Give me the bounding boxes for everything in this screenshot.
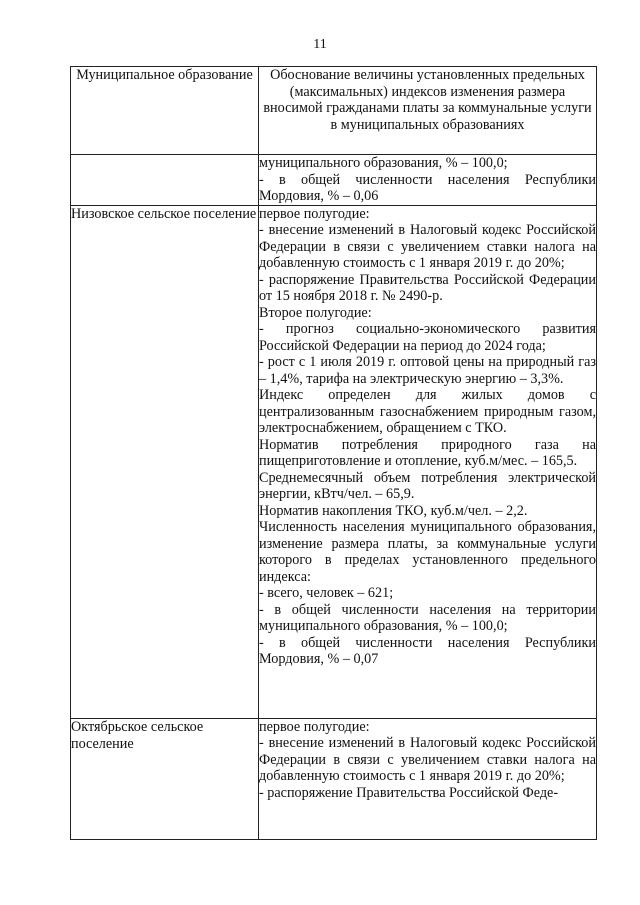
justification-line: - всего, человек – 621; bbox=[259, 585, 394, 601]
justification-cell bbox=[259, 718, 597, 839]
municipality-cell bbox=[71, 155, 259, 206]
justification-line: Норматив накопления ТКО, куб.м/чел. – 2,2. bbox=[259, 502, 528, 519]
municipality-cell: Октябрьское сельское поселение bbox=[71, 718, 259, 839]
justification-cell bbox=[259, 155, 597, 206]
justification-line: Норматив потребления природного газа на пищеприготовление и отопление, куб.м/мес. – 165,5. bbox=[259, 436, 596, 469]
header-justification: Обоснование величины установленных предельных (максимальных) индексов изменения размера вносимой гражданами платы за коммунальные услуги в муниципальных образованиях bbox=[259, 67, 597, 155]
justification-line: первое полугодие: bbox=[259, 205, 370, 222]
index-justification-table bbox=[70, 66, 597, 840]
municipality-cell: Низовское сельское поселение bbox=[71, 205, 259, 718]
page-number: 11 bbox=[313, 37, 327, 52]
justification-line: - в общей численности населения на территории муниципального образования, % – 100,0; bbox=[259, 601, 596, 634]
justification-line: - внесение изменений в Налоговый кодекс Российской Федерации в связи с увеличением ставки налога на добавленную стоимость с 1 января 2019 г. до 20%; bbox=[259, 735, 596, 784]
justification-line: Индекс определен для жилых домов с централизованным газоснабжением природным газом, электроснабжением, обращением с ТКО. bbox=[259, 387, 596, 436]
justification-line: - распоряжение Правительства Российской Федерации от 15 ноября 2018 г. № 2490-р. bbox=[259, 271, 596, 304]
justification-line: - в общей численности населения Республики Мордовия, % – 0,07 bbox=[259, 634, 596, 667]
justification-line: - рост с 1 июля 2019 г. оптовой цены на природный газ – 1,4%, тарифа на электрическую энергию – 3,3%. bbox=[259, 354, 596, 387]
justification-line: первое полугодие: bbox=[259, 718, 370, 735]
justification-line: муниципального образования, % – 100,0; bbox=[259, 155, 508, 171]
justification-line: Среднемесячный объем потребления электрической энергии, кВтч/чел. – 65,9. bbox=[259, 469, 596, 502]
header-municipality: Муниципальное образование bbox=[71, 67, 259, 155]
justification-cell bbox=[259, 205, 597, 718]
justification-line: - распоряжение Правительства Российской Феде- bbox=[259, 784, 559, 801]
justification-line: - в общей численности населения Республики Мордовия, % – 0,06 bbox=[259, 171, 596, 204]
justification-line: - прогноз социально-экономического развития Российской Федерации на период до 2024 года; bbox=[259, 321, 596, 354]
justification-line: Численность населения муниципального образования, изменение размера платы, за коммунальные услуги которого в пределах установленного предельного индекса: bbox=[259, 519, 596, 585]
table-row bbox=[71, 718, 597, 839]
table-row bbox=[71, 205, 597, 718]
table-header-row bbox=[71, 67, 597, 155]
justification-line: Второе полугодие: bbox=[259, 304, 372, 321]
table-row bbox=[71, 155, 597, 206]
justification-line: - внесение изменений в Налоговый кодекс Российской Федерации в связи с увеличением ставки налога на добавленную стоимость с 1 января 2019 г. до 20%; bbox=[259, 222, 596, 271]
